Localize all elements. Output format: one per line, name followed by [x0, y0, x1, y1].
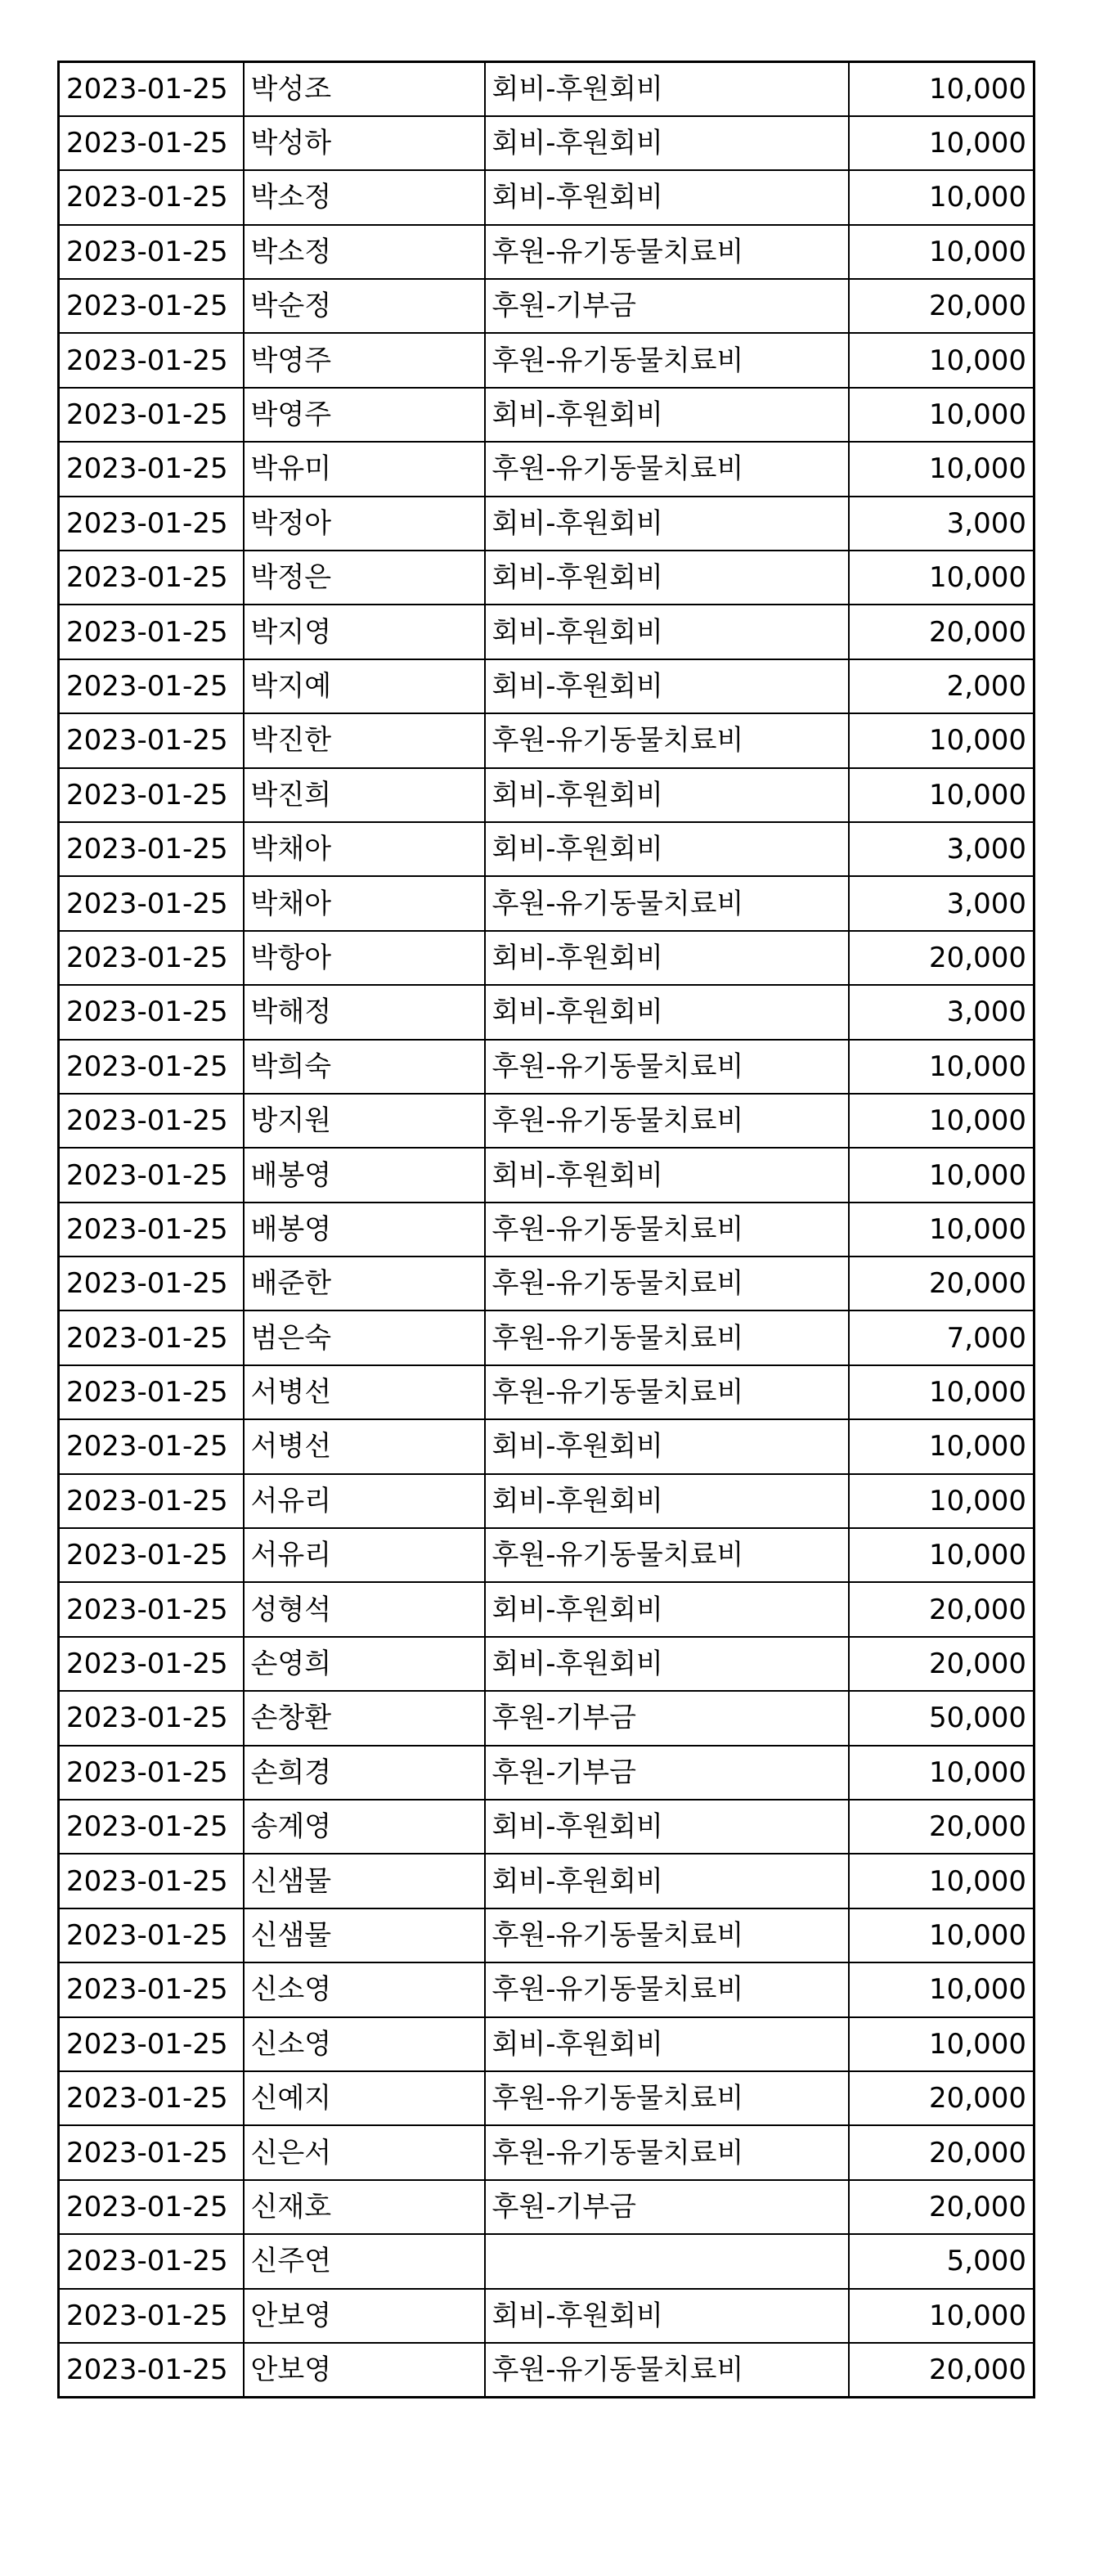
donor-name-cell: 박진한 — [244, 713, 485, 767]
category-cell: 회비-후원회비 — [485, 1474, 849, 1528]
donation-ledger-table — [57, 61, 1035, 2398]
category-cell: 회비-후원회비 — [485, 170, 849, 224]
amount-cell: 10,000 — [849, 713, 1034, 767]
date-cell: 2023-01-25 — [59, 2180, 244, 2234]
donor-name-cell: 박순정 — [244, 279, 485, 333]
category-cell: 후원-유기동물치료비 — [485, 1962, 849, 2016]
date-cell: 2023-01-25 — [59, 1040, 244, 1094]
category-cell: 회비-후원회비 — [485, 659, 849, 713]
category-cell: 회비-후원회비 — [485, 497, 849, 551]
amount-cell: 20,000 — [849, 2343, 1034, 2397]
date-cell: 2023-01-25 — [59, 1962, 244, 2016]
donor-name-cell: 박정은 — [244, 551, 485, 605]
date-cell: 2023-01-25 — [59, 1365, 244, 1419]
table-row — [59, 1746, 1034, 1800]
date-cell: 2023-01-25 — [59, 768, 244, 822]
date-cell: 2023-01-25 — [59, 985, 244, 1039]
amount-cell: 3,000 — [849, 876, 1034, 930]
amount-cell: 20,000 — [849, 605, 1034, 659]
amount-cell: 10,000 — [849, 2289, 1034, 2343]
table-row — [59, 333, 1034, 387]
table-row — [59, 2343, 1034, 2397]
donor-name-cell: 서병선 — [244, 1365, 485, 1419]
amount-cell: 10,000 — [849, 1148, 1034, 1202]
donor-name-cell: 송계영 — [244, 1800, 485, 1854]
date-cell: 2023-01-25 — [59, 551, 244, 605]
amount-cell: 20,000 — [849, 279, 1034, 333]
donor-name-cell: 박소정 — [244, 170, 485, 224]
donor-name-cell: 손창환 — [244, 1691, 485, 1745]
table-row — [59, 551, 1034, 605]
donor-name-cell: 박채아 — [244, 822, 485, 876]
table-row — [59, 170, 1034, 224]
amount-cell: 10,000 — [849, 1854, 1034, 1908]
donor-name-cell: 방지원 — [244, 1094, 485, 1148]
table-row — [59, 931, 1034, 985]
table-row — [59, 442, 1034, 496]
amount-cell: 3,000 — [849, 985, 1034, 1039]
table-row — [59, 1800, 1034, 1854]
donor-name-cell: 성형석 — [244, 1582, 485, 1636]
amount-cell: 10,000 — [849, 1040, 1034, 1094]
donor-name-cell: 안보영 — [244, 2289, 485, 2343]
table-row — [59, 768, 1034, 822]
amount-cell: 10,000 — [849, 1908, 1034, 1962]
date-cell: 2023-01-25 — [59, 2234, 244, 2288]
donor-name-cell: 박영주 — [244, 333, 485, 387]
amount-cell: 10,000 — [849, 1746, 1034, 1800]
amount-cell: 10,000 — [849, 1419, 1034, 1473]
amount-cell: 10,000 — [849, 170, 1034, 224]
amount-cell: 10,000 — [849, 333, 1034, 387]
date-cell: 2023-01-25 — [59, 1908, 244, 1962]
donor-name-cell: 박지예 — [244, 659, 485, 713]
donor-name-cell: 박성조 — [244, 62, 485, 116]
category-cell: 후원-유기동물치료비 — [485, 1908, 849, 1962]
category-cell: 회비-후원회비 — [485, 2017, 849, 2071]
donor-name-cell: 박지영 — [244, 605, 485, 659]
amount-cell: 20,000 — [849, 1800, 1034, 1854]
amount-cell: 10,000 — [849, 388, 1034, 442]
amount-cell: 20,000 — [849, 1257, 1034, 1310]
category-cell: 후원-유기동물치료비 — [485, 1528, 849, 1582]
date-cell: 2023-01-25 — [59, 713, 244, 767]
table-row — [59, 985, 1034, 1039]
amount-cell: 10,000 — [849, 116, 1034, 170]
donor-name-cell: 손희경 — [244, 1746, 485, 1800]
donor-name-cell: 배봉영 — [244, 1203, 485, 1257]
amount-cell: 20,000 — [849, 2125, 1034, 2179]
category-cell: 회비-후원회비 — [485, 388, 849, 442]
category-cell: 후원-기부금 — [485, 1691, 849, 1745]
category-cell: 후원-유기동물치료비 — [485, 333, 849, 387]
donor-name-cell: 신샘물 — [244, 1854, 485, 1908]
date-cell: 2023-01-25 — [59, 1310, 244, 1364]
donor-name-cell: 범은숙 — [244, 1310, 485, 1364]
donor-name-cell: 박성하 — [244, 116, 485, 170]
date-cell: 2023-01-25 — [59, 62, 244, 116]
table-row — [59, 497, 1034, 551]
amount-cell: 10,000 — [849, 2017, 1034, 2071]
donor-name-cell: 박소정 — [244, 225, 485, 279]
table-row — [59, 2125, 1034, 2179]
ledger-body — [59, 62, 1034, 2398]
table-row — [59, 1148, 1034, 1202]
date-cell: 2023-01-25 — [59, 2125, 244, 2179]
donor-name-cell: 신주연 — [244, 2234, 485, 2288]
date-cell: 2023-01-25 — [59, 1800, 244, 1854]
amount-cell: 10,000 — [849, 442, 1034, 496]
category-cell: 회비-후원회비 — [485, 985, 849, 1039]
donor-name-cell: 신예지 — [244, 2071, 485, 2125]
amount-cell: 10,000 — [849, 1203, 1034, 1257]
category-cell: 후원-유기동물치료비 — [485, 1040, 849, 1094]
date-cell: 2023-01-25 — [59, 822, 244, 876]
amount-cell: 10,000 — [849, 1962, 1034, 2016]
date-cell: 2023-01-25 — [59, 1582, 244, 1636]
category-cell: 회비-후원회비 — [485, 931, 849, 985]
date-cell: 2023-01-25 — [59, 1148, 244, 1202]
amount-cell: 10,000 — [849, 1474, 1034, 1528]
category-cell: 후원-유기동물치료비 — [485, 713, 849, 767]
category-cell: 후원-유기동물치료비 — [485, 1257, 849, 1310]
amount-cell: 20,000 — [849, 2071, 1034, 2125]
table-row — [59, 2071, 1034, 2125]
category-cell: 후원-기부금 — [485, 1746, 849, 1800]
amount-cell: 10,000 — [849, 62, 1034, 116]
table-row — [59, 279, 1034, 333]
amount-cell: 10,000 — [849, 225, 1034, 279]
category-cell: 회비-후원회비 — [485, 768, 849, 822]
donor-name-cell: 신샘물 — [244, 1908, 485, 1962]
date-cell: 2023-01-25 — [59, 442, 244, 496]
table-row — [59, 1094, 1034, 1148]
donor-name-cell: 신소영 — [244, 2017, 485, 2071]
donor-name-cell: 박정아 — [244, 497, 485, 551]
table-row — [59, 2017, 1034, 2071]
table-row — [59, 2289, 1034, 2343]
category-cell: 후원-유기동물치료비 — [485, 2125, 849, 2179]
date-cell: 2023-01-25 — [59, 1528, 244, 1582]
category-cell: 회비-후원회비 — [485, 551, 849, 605]
date-cell: 2023-01-25 — [59, 1746, 244, 1800]
donor-name-cell: 신소영 — [244, 1962, 485, 2016]
table-row — [59, 713, 1034, 767]
amount-cell: 3,000 — [849, 497, 1034, 551]
table-row — [59, 822, 1034, 876]
date-cell: 2023-01-25 — [59, 1637, 244, 1691]
table-row — [59, 1637, 1034, 1691]
amount-cell: 20,000 — [849, 1582, 1034, 1636]
donor-name-cell: 박채아 — [244, 876, 485, 930]
amount-cell: 10,000 — [849, 768, 1034, 822]
table-row — [59, 605, 1034, 659]
table-row — [59, 225, 1034, 279]
amount-cell: 20,000 — [849, 931, 1034, 985]
donor-name-cell: 서유리 — [244, 1528, 485, 1582]
table-row — [59, 62, 1034, 116]
category-cell: 후원-유기동물치료비 — [485, 2071, 849, 2125]
category-cell: 회비-후원회비 — [485, 2289, 849, 2343]
date-cell: 2023-01-25 — [59, 2343, 244, 2397]
table-row — [59, 1474, 1034, 1528]
amount-cell: 10,000 — [849, 1094, 1034, 1148]
category-cell: 회비-후원회비 — [485, 1800, 849, 1854]
amount-cell: 5,000 — [849, 2234, 1034, 2288]
table-row — [59, 1582, 1034, 1636]
category-cell: 회비-후원회비 — [485, 605, 849, 659]
date-cell: 2023-01-25 — [59, 1854, 244, 1908]
category-cell — [485, 2234, 849, 2288]
donor-name-cell: 배준한 — [244, 1257, 485, 1310]
date-cell: 2023-01-25 — [59, 116, 244, 170]
amount-cell: 20,000 — [849, 2180, 1034, 2234]
category-cell: 후원-유기동물치료비 — [485, 225, 849, 279]
category-cell: 회비-후원회비 — [485, 1854, 849, 1908]
table-row — [59, 1419, 1034, 1473]
date-cell: 2023-01-25 — [59, 876, 244, 930]
category-cell: 후원-기부금 — [485, 279, 849, 333]
category-cell: 회비-후원회비 — [485, 1148, 849, 1202]
category-cell: 후원-유기동물치료비 — [485, 442, 849, 496]
table-row — [59, 2180, 1034, 2234]
date-cell: 2023-01-25 — [59, 605, 244, 659]
category-cell: 후원-기부금 — [485, 2180, 849, 2234]
table-row — [59, 1908, 1034, 1962]
table-row — [59, 1691, 1034, 1745]
date-cell: 2023-01-25 — [59, 931, 244, 985]
table-row — [59, 659, 1034, 713]
donor-name-cell: 박영주 — [244, 388, 485, 442]
date-cell: 2023-01-25 — [59, 225, 244, 279]
date-cell: 2023-01-25 — [59, 1419, 244, 1473]
date-cell: 2023-01-25 — [59, 170, 244, 224]
date-cell: 2023-01-25 — [59, 659, 244, 713]
amount-cell: 10,000 — [849, 1365, 1034, 1419]
donor-name-cell: 신은서 — [244, 2125, 485, 2179]
amount-cell: 50,000 — [849, 1691, 1034, 1745]
date-cell: 2023-01-25 — [59, 1094, 244, 1148]
date-cell: 2023-01-25 — [59, 1203, 244, 1257]
category-cell: 후원-유기동물치료비 — [485, 1365, 849, 1419]
table-row — [59, 1365, 1034, 1419]
donor-name-cell: 박유미 — [244, 442, 485, 496]
table-row — [59, 1310, 1034, 1364]
table-row — [59, 876, 1034, 930]
donor-name-cell: 박해정 — [244, 985, 485, 1039]
date-cell: 2023-01-25 — [59, 1474, 244, 1528]
table-row — [59, 1962, 1034, 2016]
amount-cell: 10,000 — [849, 551, 1034, 605]
date-cell: 2023-01-25 — [59, 497, 244, 551]
category-cell: 후원-유기동물치료비 — [485, 1203, 849, 1257]
donor-name-cell: 박항아 — [244, 931, 485, 985]
donor-name-cell: 박진희 — [244, 768, 485, 822]
amount-cell: 7,000 — [849, 1310, 1034, 1364]
date-cell: 2023-01-25 — [59, 2071, 244, 2125]
table-row — [59, 1528, 1034, 1582]
donor-name-cell: 안보영 — [244, 2343, 485, 2397]
table-row — [59, 2234, 1034, 2288]
table-row — [59, 1203, 1034, 1257]
amount-cell: 10,000 — [849, 1528, 1034, 1582]
category-cell: 회비-후원회비 — [485, 1419, 849, 1473]
category-cell: 후원-유기동물치료비 — [485, 876, 849, 930]
donor-name-cell: 서병선 — [244, 1419, 485, 1473]
category-cell: 회비-후원회비 — [485, 822, 849, 876]
donor-name-cell: 신재호 — [244, 2180, 485, 2234]
donor-name-cell: 박희숙 — [244, 1040, 485, 1094]
category-cell: 회비-후원회비 — [485, 1582, 849, 1636]
date-cell: 2023-01-25 — [59, 2289, 244, 2343]
category-cell: 회비-후원회비 — [485, 1637, 849, 1691]
category-cell: 회비-후원회비 — [485, 116, 849, 170]
category-cell: 후원-유기동물치료비 — [485, 1310, 849, 1364]
amount-cell: 3,000 — [849, 822, 1034, 876]
date-cell: 2023-01-25 — [59, 333, 244, 387]
date-cell: 2023-01-25 — [59, 1257, 244, 1310]
table-row — [59, 1040, 1034, 1094]
category-cell: 후원-유기동물치료비 — [485, 2343, 849, 2397]
date-cell: 2023-01-25 — [59, 279, 244, 333]
category-cell: 회비-후원회비 — [485, 62, 849, 116]
donor-name-cell: 배봉영 — [244, 1148, 485, 1202]
date-cell: 2023-01-25 — [59, 1691, 244, 1745]
donor-name-cell: 손영희 — [244, 1637, 485, 1691]
table-row — [59, 388, 1034, 442]
table-row — [59, 116, 1034, 170]
amount-cell: 20,000 — [849, 1637, 1034, 1691]
table-row — [59, 1257, 1034, 1310]
category-cell: 후원-유기동물치료비 — [485, 1094, 849, 1148]
date-cell: 2023-01-25 — [59, 388, 244, 442]
table-row — [59, 1854, 1034, 1908]
date-cell: 2023-01-25 — [59, 2017, 244, 2071]
amount-cell: 2,000 — [849, 659, 1034, 713]
donor-name-cell: 서유리 — [244, 1474, 485, 1528]
